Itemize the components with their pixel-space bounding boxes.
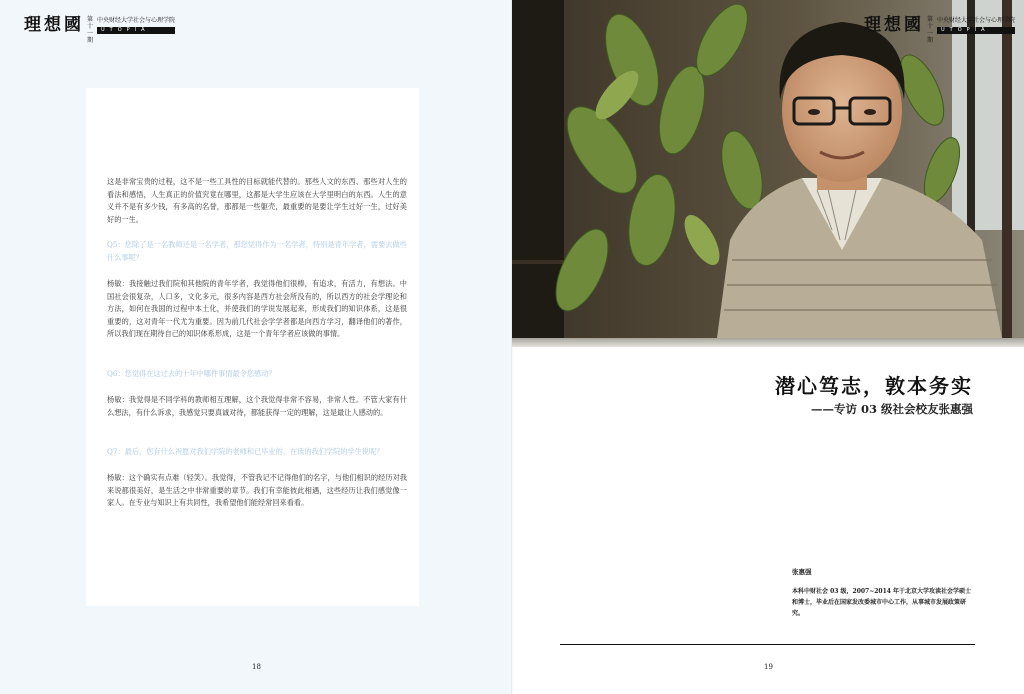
- masthead-bar: UTOPIA: [937, 27, 1015, 34]
- paragraph-answer: 这是非常宝贵的过程，这不是一些工具性的目标就能代替的。那些人文的东西、那些对人生的看法和感悟，人生真正的价值究竟在哪里，这都是大学生应该在大学里明白的东西。人生的意义并不是有多少钱，有多高的名誉，那都是一些躯壳，最重要的是要让学生过好一生，过好美好的一生。: [107, 177, 407, 224]
- paragraph-answer: 杨敏：我觉得是不同学科的教师相互理解，这个我觉得非常不容易，非常人性。不管大家有什么想法，有什么诉求，我感觉只要真诚对待，都能获得一定的理解，这是最让人感动的。: [107, 395, 407, 417]
- bio-name: 张惠强: [792, 568, 812, 576]
- bio-text: 本科中财社会 03 级，2007~2014 年于北京大学攻读社会学硕士和博士，毕业后在国家发改委城市中心工作，从事城市发展政策研究。: [792, 588, 972, 617]
- footer-rule: [560, 644, 975, 645]
- page-number-right: 19: [764, 663, 773, 671]
- article-text-card: [86, 88, 419, 606]
- paragraph-question: Q7：最后，您有什么祝愿对我们学院的老师和已毕业的、在读的我们学院的学生说呢？: [107, 447, 384, 456]
- masthead-subtitle: 中央财经大学社会与心理学院: [937, 17, 1016, 24]
- paragraph-answer: 杨敏：这个确实有点难（轻笑）。我觉得，不管我记不记得他们的名字，与他们相识的经历对我来说都很美好，是生活之中非常重要的章节。我们有幸能彼此相遇，这些经历让我们感觉像一家人。在专业与知识上有共同性，我希望他们能经常回来看看。: [107, 473, 407, 508]
- masthead-left: [24, 14, 175, 44]
- paragraph-answer: 杨敏：我接触过我们院和其他院的青年学者，我觉得他们很棒，有追求，有活力，有想法。中国社会很复杂，人口多，文化多元，很多内容是西方社会所没有的，所以西方的社会学理论和方法，如何在我国的过程中本土化，并使我们的学说发展起来，形成我们的知识体系，这是很重要的，这对青年一代尤为重要。因为前几代社会学学者都是向西方学习，翻译他们的著作，所以我们现在期待自己的知识体系形成，这是一个青年学者应该做的事情。: [107, 279, 407, 339]
- paragraph-question: Q5：您除了是一名教师还是一名学者，那您觉得作为一名学者，特别是青年学者，需要去做些什么事呢？: [107, 240, 407, 262]
- portrait-illustration: [512, 0, 1024, 338]
- portrait-photo: [512, 0, 1024, 338]
- paragraph-question: Q6：您觉得在这过去的十年中哪件事情最令您感动？: [107, 369, 276, 378]
- masthead-issue: 第十一期: [926, 16, 933, 44]
- masthead-title: 理想國: [24, 15, 84, 35]
- masthead-subtitle: 中央财经大学社会与心理学院: [97, 17, 176, 24]
- masthead-bar: UTOPIA: [97, 27, 175, 34]
- article-headline: 潜心笃志，敦本务实: [775, 374, 973, 398]
- masthead-issue: 第十一期: [86, 16, 93, 44]
- photo-shadow-strip: [512, 338, 1024, 347]
- masthead-title: 理想國: [864, 15, 924, 35]
- masthead-right: [864, 14, 1015, 44]
- article-subheadline: ——专访 03 级社会校友张惠强: [810, 402, 973, 416]
- page-number-left: 18: [252, 663, 261, 671]
